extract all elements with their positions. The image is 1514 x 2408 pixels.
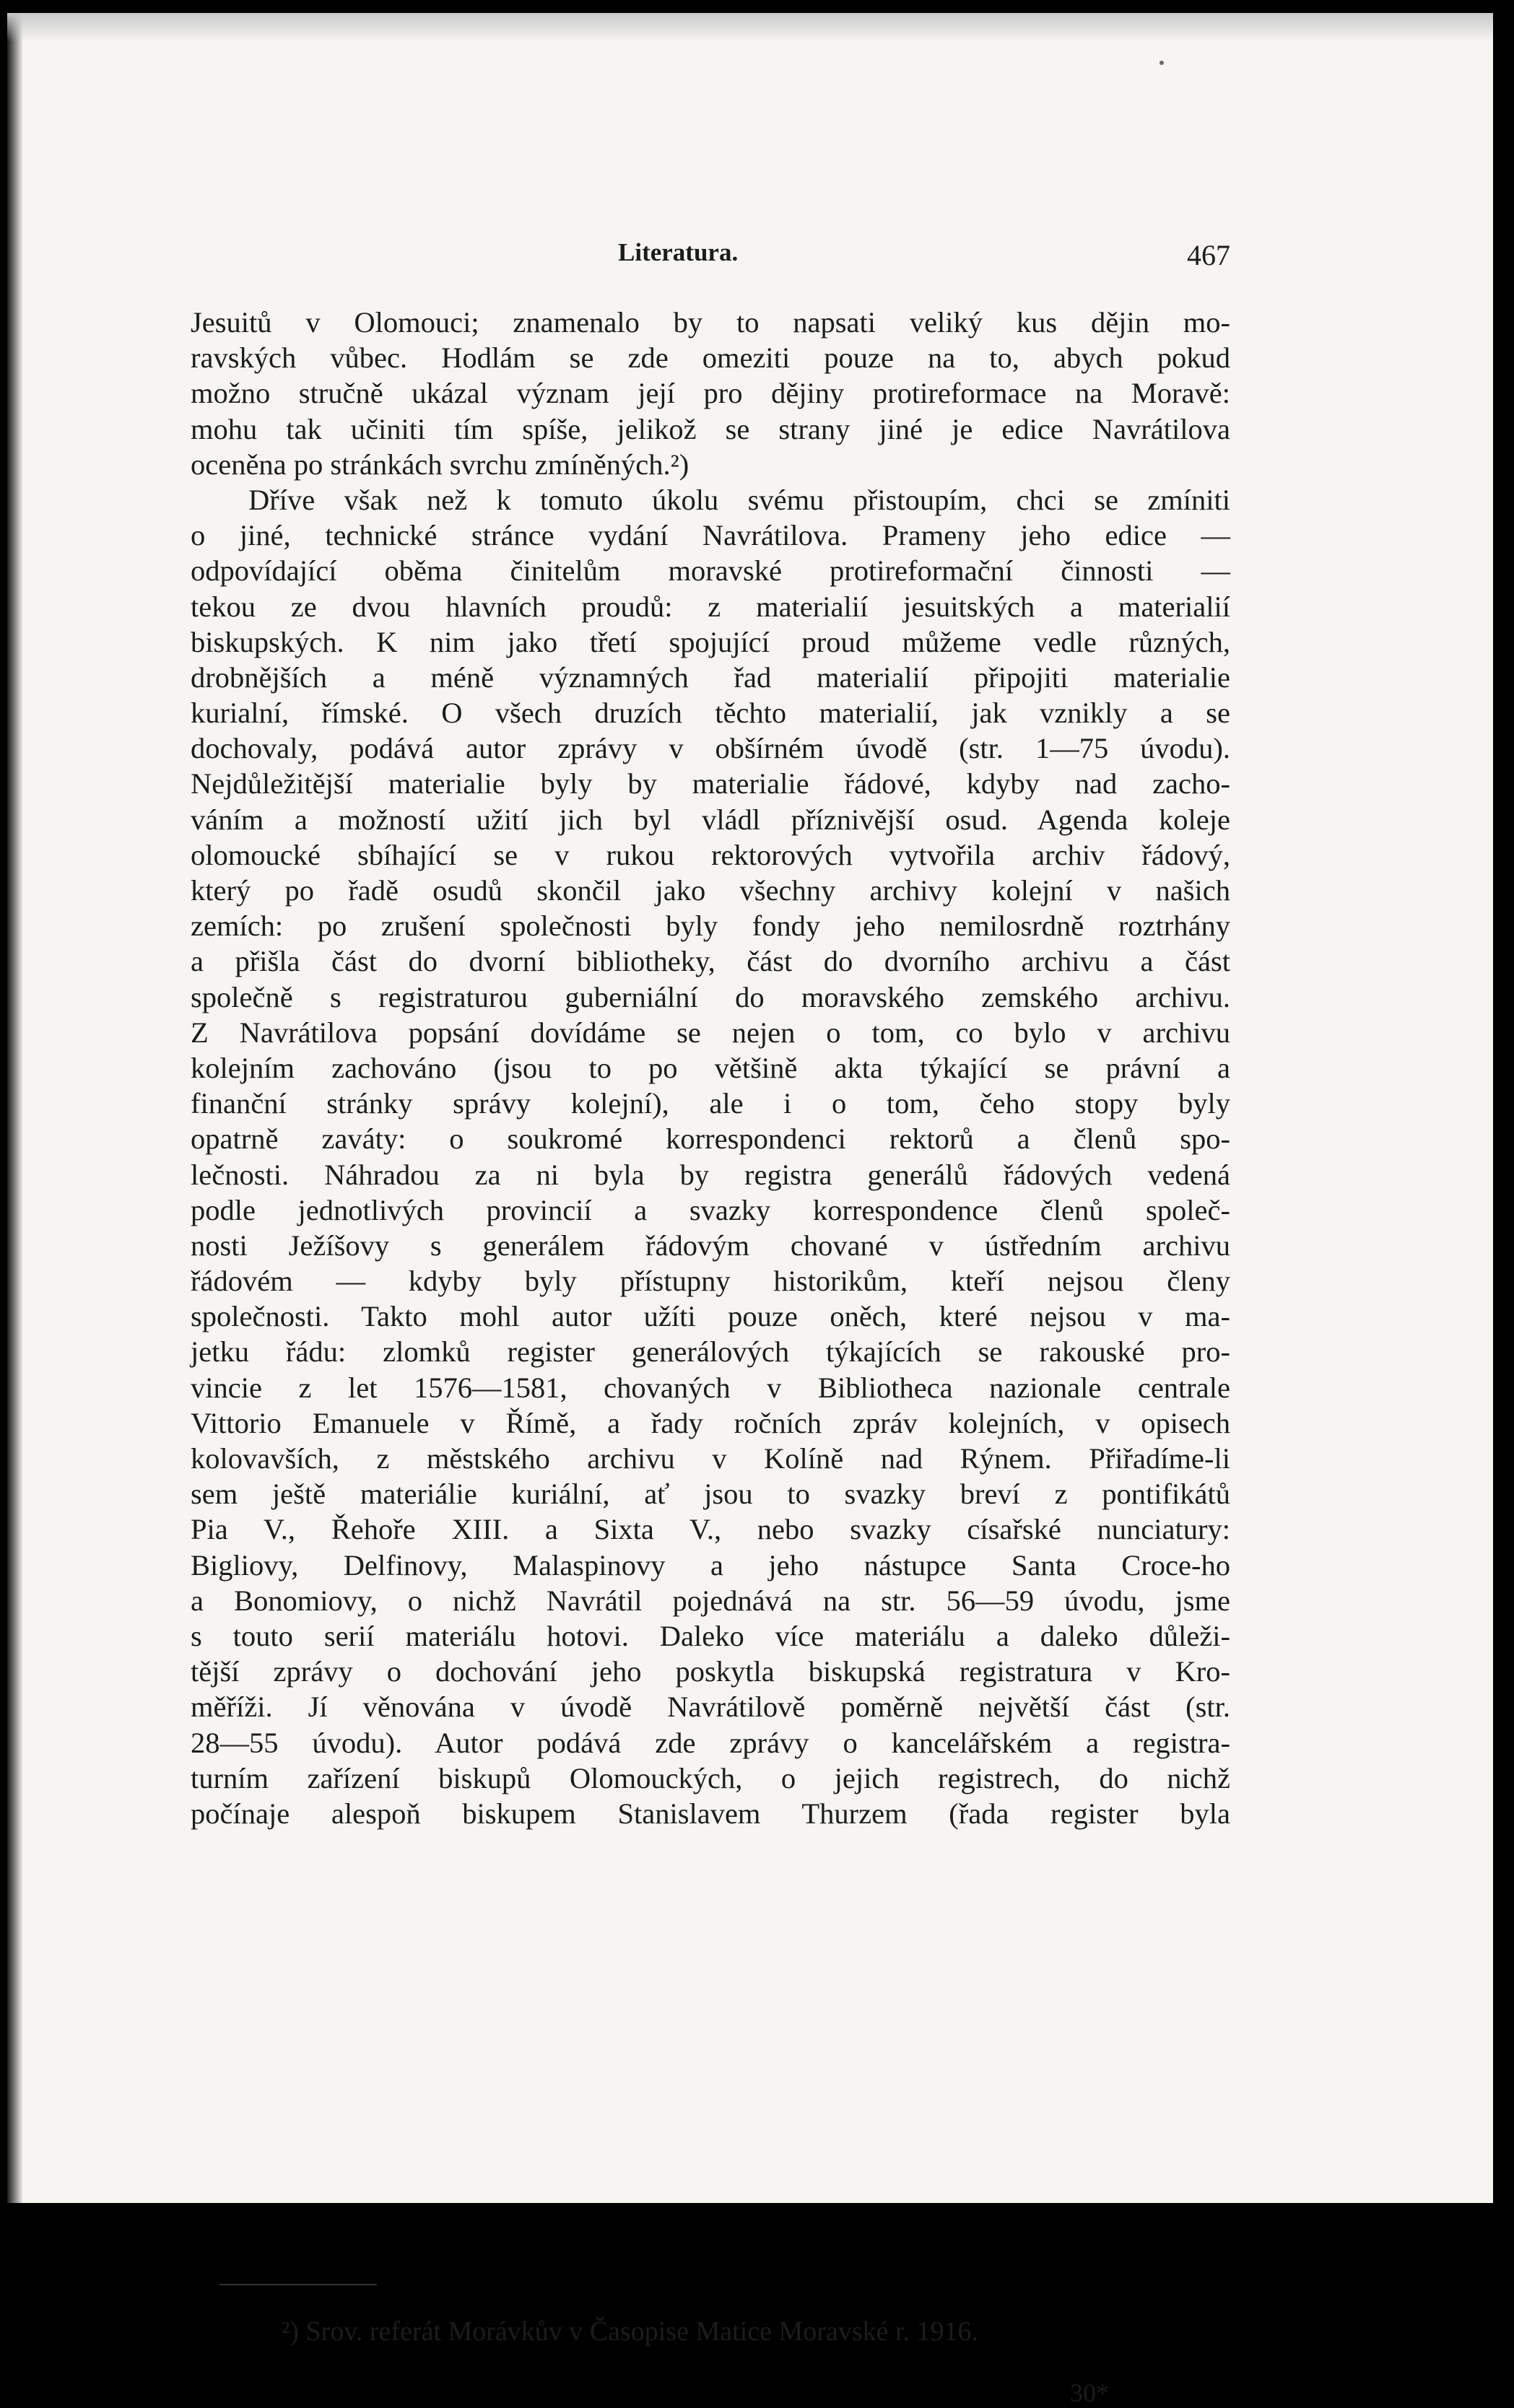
text-line: počínaje alespoň biskupem Stanislavem Thurzem (řada register byla <box>191 1797 1230 1830</box>
footnote-marker: ²) <box>282 2316 300 2347</box>
scanned-page <box>7 13 1493 2407</box>
text-line: o jiné, technické stránce vydání Navrátilova. Prameny jeho edice — <box>191 519 1230 552</box>
text-line: Nejdůležitější materialie byly by materialie řádové, kdyby nad zacho- <box>191 767 1230 801</box>
text-line: společnosti. Takto mohl autor užíti pouze oněch, které nejsou v ma- <box>191 1300 1230 1333</box>
speck <box>1160 61 1164 65</box>
text-line: tekou ze dvou hlavních proudů: z materialií jesuitských a materialií <box>191 590 1230 623</box>
text-line: možno stručně ukázal význam její pro dějiny protireformace na Moravě: <box>191 377 1230 410</box>
text-line: biskupských. K nim jako třetí spojující proud můžeme vedle různých, <box>191 625 1230 658</box>
text-line: mohu tak učiniti tím spíše, jelikož se strany jiné je edice Navrátilova <box>191 412 1230 445</box>
signature-mark: 30* <box>1070 2378 1109 2407</box>
text-line: kolejním zachováno (jsou to po většině akta týkající se právní a <box>191 1051 1230 1084</box>
text-line: zemích: po zrušení společnosti byly fondy jeho nemilosrdně roztrhány <box>191 909 1230 943</box>
text-line: Jesuitů v Olomouci; znamenalo by to napsati veliký kus dějin mo- <box>191 306 1230 339</box>
text-line: ravských vůbec. Hodlám se zde omeziti pouze na to, abych pokud <box>191 341 1230 375</box>
text-line: Dříve však než k tomuto úkolu svému přistoupím, chci se zmíniti <box>248 483 1230 516</box>
text-line: měříži. Jí věnována v úvodě Navrátilově poměrně největší část (str. <box>191 1691 1230 1724</box>
text-line: jetku řádu: zlomků register generálových týkajících se rakouské pro- <box>191 1335 1230 1369</box>
text-line: nosti Ježíšovy s generálem řádovým chované v ústředním archivu <box>191 1229 1230 1262</box>
text-line: který po řadě osudů skončil jako všechny archivy kolejní v našich <box>191 874 1230 907</box>
text-line: vincie z let 1576—1581, chovaných v Bibliotheca nazionale centrale <box>191 1371 1230 1404</box>
body-text <box>191 305 1230 1831</box>
footnote-text: Srov. referát Morávkův v Časopise Matice Moravské r. 1916. <box>305 2316 979 2347</box>
text-line: Pia V., Řehoře XIII. a Sixta V., nebo svazky císařské nunciatury: <box>191 1513 1230 1546</box>
text-line: kolovavších, z městského archivu v Kolíně nad Rýnem. Přiřadíme-li <box>191 1442 1230 1475</box>
text-line: podle jednotlivých provincií a svazky korrespondence členů společ- <box>191 1193 1230 1226</box>
page-header <box>191 230 1230 273</box>
text-line: Vittorio Emanuele v Římě, a řady ročních zpráv kolejních, v opisech <box>191 1406 1230 1439</box>
text-line: řádovém — kdyby byly přístupny historikům, kteří nejsou členy <box>191 1265 1230 1298</box>
text-line: a Bonomiovy, o nichž Navrátil pojednává na str. 56—59 úvodu, jsme <box>191 1584 1230 1617</box>
top-shadow <box>7 13 1493 42</box>
text-line: sem ještě materiálie kuriální, ať jsou to svazky breví z pontifikátů <box>191 1478 1230 1511</box>
text-line: a přišla část do dvorní bibliotheky, část do dvorního archivu a část <box>191 945 1230 978</box>
text-line: váním a možností užití jich byl vládl příznivější osud. Agenda koleje <box>191 803 1230 836</box>
text-line: 28—55 úvodu). Autor podává zde zprávy o kancelářském a registra- <box>191 1726 1230 1759</box>
text-line: oceněna po stránkách svrchu zmíněných.²) <box>191 448 689 481</box>
running-title: Literatura. <box>618 238 739 266</box>
text-line: Bigliovy, Delfinovy, Malaspinovy a jeho nástupce Santa Croce-ho <box>191 1548 1230 1582</box>
text-line: odpovídající oběma činitelům moravské protireformační činnosti — <box>191 554 1230 588</box>
text-line: opatrně zaváty: o soukromé korrespondenci rektorů a členů spo- <box>191 1122 1230 1156</box>
text-line: kurialní, římské. O všech druzích těchto materialií, jak vznikly a se <box>191 697 1230 730</box>
text-line: turním zařízení biskupů Olomouckých, o jejich registrech, do nichž <box>191 1761 1230 1794</box>
spine-shadow <box>7 13 23 2203</box>
text-line: společně s registraturou guberniální do moravského zemského archivu. <box>191 980 1230 1013</box>
text-line: Z Navrátilova popsání dovídáme se nejen o tom, co bylo v archivu <box>191 1016 1230 1049</box>
text-line: olomoucké sbíhající se v rukou rektorových vytvořila archiv řádový, <box>191 838 1230 871</box>
text-line: drobnějších a méně významných řad materialií připojiti materialie <box>191 660 1230 694</box>
text-line: dochovaly, podává autor zprávy v obšírném úvodě (str. 1—75 úvodu). <box>191 732 1230 765</box>
text-line: finanční stránky správy kolejní), ale i o tom, čeho stopy byly <box>191 1087 1230 1120</box>
text-line: lečnosti. Náhradou za ni byla by registra generálů řádových vedená <box>191 1158 1230 1191</box>
text-line: s touto serií materiálu hotovi. Daleko více materiálu a daleko důleži- <box>191 1619 1230 1652</box>
page-number: 467 <box>1187 239 1230 271</box>
footnote <box>282 2316 978 2347</box>
footnote-rule <box>219 2284 377 2285</box>
text-line: tější zprávy o dochování jeho poskytla biskupská registratura v Kro- <box>191 1655 1230 1688</box>
